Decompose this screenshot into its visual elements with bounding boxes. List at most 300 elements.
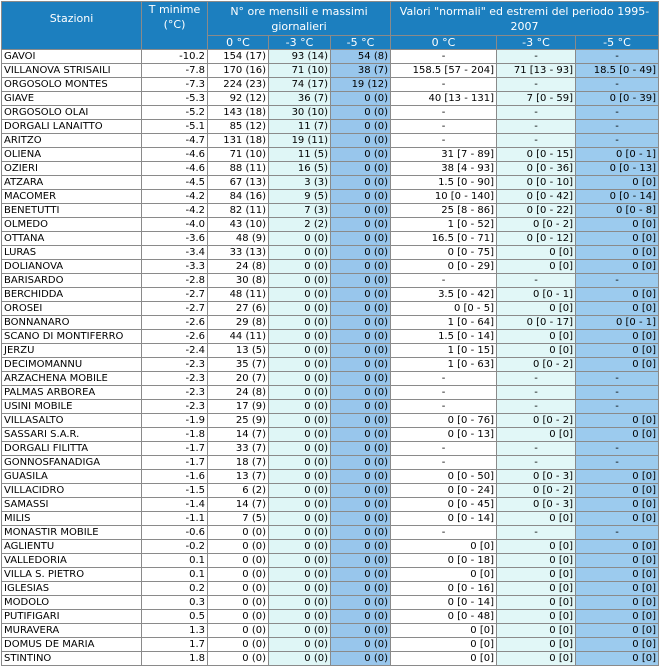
hours-0c: 43 (10) — [208, 218, 269, 232]
tmin-value: 1.8 — [142, 652, 208, 666]
normal-minus5c: 0 [0] — [576, 428, 659, 442]
station-name: SASSARI S.A.R. — [2, 428, 142, 442]
hours-0c: 27 (6) — [208, 302, 269, 316]
hours-0c: 85 (12) — [208, 120, 269, 134]
hours-minus3c: 0 (0) — [269, 582, 331, 596]
normal-minus3c: - — [497, 106, 576, 120]
hours-minus3c: 0 (0) — [269, 330, 331, 344]
normal-0c: 0 [0 - 16] — [391, 582, 497, 596]
hours-minus3c: 71 (10) — [269, 64, 331, 78]
table-row — [2, 498, 659, 512]
hours-minus5c: 0 (0) — [331, 568, 391, 582]
tmin-value: 0.5 — [142, 610, 208, 624]
hours-minus5c: 0 (0) — [331, 316, 391, 330]
normal-minus3c: 0 [0 - 42] — [497, 190, 576, 204]
station-name: PUTIFIGARI — [2, 610, 142, 624]
hours-minus5c: 0 (0) — [331, 204, 391, 218]
station-name: MODOLO — [2, 596, 142, 610]
station-name: VILLANOVA STRISAILI — [2, 64, 142, 78]
station-name: DOLIANOVA — [2, 260, 142, 274]
table-row — [2, 358, 659, 372]
normal-0c: - — [391, 134, 497, 148]
normal-0c: 0 [0 - 14] — [391, 512, 497, 526]
header-tmin — [142, 2, 208, 50]
hours-minus5c: 0 (0) — [331, 176, 391, 190]
hours-minus5c: 0 (0) — [331, 498, 391, 512]
tmin-value: -5.2 — [142, 106, 208, 120]
header-hours-label: N° ore mensili e massimi giornalieri — [230, 4, 368, 33]
hours-minus5c: 0 (0) — [331, 526, 391, 540]
table-row — [2, 470, 659, 484]
normal-0c: - — [391, 386, 497, 400]
normal-0c: - — [391, 106, 497, 120]
hours-minus5c: 0 (0) — [331, 540, 391, 554]
hours-0c: 13 (7) — [208, 470, 269, 484]
normal-0c: 0 [0 - 18] — [391, 554, 497, 568]
normal-0c: - — [391, 78, 497, 92]
tmin-value: -4.2 — [142, 190, 208, 204]
hours-minus5c: 0 (0) — [331, 582, 391, 596]
normal-minus3c: - — [497, 386, 576, 400]
tmin-value: -2.3 — [142, 400, 208, 414]
normal-minus3c: - — [497, 78, 576, 92]
hours-0c: 0 (0) — [208, 638, 269, 652]
tmin-value: -1.4 — [142, 498, 208, 512]
normal-minus5c: 0 [0] — [576, 596, 659, 610]
tmin-value: -7.8 — [142, 64, 208, 78]
tmin-value: -2.3 — [142, 386, 208, 400]
normal-minus3c: 0 [0] — [497, 624, 576, 638]
table-row — [2, 344, 659, 358]
hours-minus5c: 0 (0) — [331, 288, 391, 302]
station-name: PALMAS ARBOREA — [2, 386, 142, 400]
hours-0c: 131 (18) — [208, 134, 269, 148]
normal-minus3c: 0 [0 - 1] — [497, 288, 576, 302]
normal-minus3c: 0 [0] — [497, 344, 576, 358]
hours-minus5c: 0 (0) — [331, 400, 391, 414]
hours-minus3c: 0 (0) — [269, 274, 331, 288]
normal-0c: - — [391, 442, 497, 456]
hours-minus5c: 0 (0) — [331, 638, 391, 652]
hours-minus3c: 0 (0) — [269, 498, 331, 512]
normal-minus5c: 18.5 [0 - 49] — [576, 64, 659, 78]
tmin-value: -2.3 — [142, 372, 208, 386]
normal-minus5c: - — [576, 106, 659, 120]
normal-minus3c: 0 [0 - 36] — [497, 162, 576, 176]
header-hours-title — [208, 2, 391, 36]
hours-0c: 82 (11) — [208, 204, 269, 218]
normal-minus3c: 0 [0] — [497, 582, 576, 596]
normal-minus5c: - — [576, 274, 659, 288]
frost-hours-table — [1, 1, 659, 666]
table-row — [2, 428, 659, 442]
hours-minus3c: 0 (0) — [269, 428, 331, 442]
tmin-value: 0.2 — [142, 582, 208, 596]
hours-minus3c: 0 (0) — [269, 288, 331, 302]
hours-minus5c: 0 (0) — [331, 610, 391, 624]
hours-0c: 7 (5) — [208, 512, 269, 526]
normal-minus5c: - — [576, 400, 659, 414]
hours-minus5c: 0 (0) — [331, 428, 391, 442]
normal-0c: 0 [0] — [391, 568, 497, 582]
tmin-value: -4.6 — [142, 148, 208, 162]
table-row — [2, 372, 659, 386]
hours-minus3c: 0 (0) — [269, 554, 331, 568]
normal-0c: - — [391, 274, 497, 288]
normal-0c: 0 [0 - 48] — [391, 610, 497, 624]
hours-minus3c: 0 (0) — [269, 638, 331, 652]
hours-minus5c: 0 (0) — [331, 554, 391, 568]
hours-0c: 20 (7) — [208, 372, 269, 386]
hours-0c: 0 (0) — [208, 582, 269, 596]
header-normal-sub-m5: -5 °C — [576, 36, 659, 50]
normal-minus5c: 0 [0 - 13] — [576, 162, 659, 176]
hours-minus3c: 36 (7) — [269, 92, 331, 106]
header-normal-sub-m3: -3 °C — [497, 36, 576, 50]
hours-minus3c: 16 (5) — [269, 162, 331, 176]
hours-minus3c: 0 (0) — [269, 372, 331, 386]
hours-minus5c: 19 (12) — [331, 78, 391, 92]
normal-minus3c: 0 [0 - 3] — [497, 470, 576, 484]
normal-minus5c: - — [576, 50, 659, 64]
normal-0c: 40 [13 - 131] — [391, 92, 497, 106]
tmin-value: -1.7 — [142, 442, 208, 456]
hours-minus3c: 0 (0) — [269, 484, 331, 498]
hours-minus3c: 3 (3) — [269, 176, 331, 190]
tmin-value: -2.4 — [142, 344, 208, 358]
header-normal-sub-0: 0 °C — [391, 36, 497, 50]
hours-0c: 143 (18) — [208, 106, 269, 120]
hours-0c: 24 (8) — [208, 386, 269, 400]
table-row — [2, 554, 659, 568]
tmin-value: -1.5 — [142, 484, 208, 498]
normal-0c: 0 [0] — [391, 540, 497, 554]
normal-minus3c: 0 [0 - 22] — [497, 204, 576, 218]
hours-minus5c: 0 (0) — [331, 260, 391, 274]
hours-minus3c: 0 (0) — [269, 624, 331, 638]
hours-minus5c: 0 (0) — [331, 442, 391, 456]
station-name: GUASILA — [2, 470, 142, 484]
hours-minus3c: 74 (17) — [269, 78, 331, 92]
hours-minus3c: 0 (0) — [269, 568, 331, 582]
normal-minus5c: 0 [0] — [576, 610, 659, 624]
table-row — [2, 386, 659, 400]
tmin-value: -2.6 — [142, 316, 208, 330]
hours-0c: 33 (7) — [208, 442, 269, 456]
normal-0c: 1.5 [0 - 90] — [391, 176, 497, 190]
normal-minus3c: - — [497, 134, 576, 148]
table-row — [2, 162, 659, 176]
normal-minus5c: 0 [0] — [576, 512, 659, 526]
hours-0c: 0 (0) — [208, 652, 269, 666]
normal-minus5c: 0 [0] — [576, 344, 659, 358]
normal-minus5c: - — [576, 372, 659, 386]
table-row — [2, 204, 659, 218]
table-row — [2, 624, 659, 638]
normal-minus5c: - — [576, 442, 659, 456]
normal-minus5c: - — [576, 386, 659, 400]
hours-minus5c: 0 (0) — [331, 190, 391, 204]
hours-minus3c: 0 (0) — [269, 302, 331, 316]
hours-minus5c: 0 (0) — [331, 232, 391, 246]
normal-minus3c: 0 [0 - 17] — [497, 316, 576, 330]
table-row — [2, 484, 659, 498]
hours-minus3c: 11 (7) — [269, 120, 331, 134]
hours-0c: 30 (8) — [208, 274, 269, 288]
normal-minus5c: 0 [0] — [576, 470, 659, 484]
normal-minus5c: 0 [0 - 1] — [576, 148, 659, 162]
tmin-value: -1.8 — [142, 428, 208, 442]
hours-0c: 92 (12) — [208, 92, 269, 106]
normal-minus3c: 0 [0 - 15] — [497, 148, 576, 162]
hours-0c: 29 (8) — [208, 316, 269, 330]
normal-minus5c: 0 [0] — [576, 246, 659, 260]
station-name: OTTANA — [2, 232, 142, 246]
normal-minus3c: - — [497, 372, 576, 386]
hours-0c: 0 (0) — [208, 610, 269, 624]
tmin-value: -4.7 — [142, 134, 208, 148]
station-name: SCANO DI MONTIFERRO — [2, 330, 142, 344]
station-name: STINTINO — [2, 652, 142, 666]
hours-0c: 6 (2) — [208, 484, 269, 498]
tmin-value: -2.3 — [142, 358, 208, 372]
tmin-value: -7.3 — [142, 78, 208, 92]
tmin-value: -2.7 — [142, 302, 208, 316]
table-row — [2, 176, 659, 190]
hours-minus3c: 0 (0) — [269, 260, 331, 274]
normal-minus5c: 0 [0] — [576, 624, 659, 638]
normal-0c: 3.5 [0 - 42] — [391, 288, 497, 302]
normal-0c: 0 [0] — [391, 652, 497, 666]
table-row — [2, 526, 659, 540]
table-row — [2, 190, 659, 204]
normal-0c: 0 [0 - 29] — [391, 260, 497, 274]
hours-minus3c: 7 (3) — [269, 204, 331, 218]
normal-0c: 1 [0 - 15] — [391, 344, 497, 358]
header-sub-m3: -3 °C — [269, 36, 331, 50]
normal-0c: 16.5 [0 - 71] — [391, 232, 497, 246]
table-row — [2, 610, 659, 624]
hours-0c: 35 (7) — [208, 358, 269, 372]
hours-minus3c: 30 (10) — [269, 106, 331, 120]
normal-minus3c: 71 [13 - 93] — [497, 64, 576, 78]
normal-minus5c: 0 [0] — [576, 232, 659, 246]
table-row — [2, 232, 659, 246]
table-row — [2, 582, 659, 596]
station-name: VALLEDORIA — [2, 554, 142, 568]
tmin-value: -3.6 — [142, 232, 208, 246]
table-row — [2, 50, 659, 64]
hours-0c: 13 (5) — [208, 344, 269, 358]
hours-minus5c: 0 (0) — [331, 344, 391, 358]
normal-minus5c: - — [576, 134, 659, 148]
station-name: MONASTIR MOBILE — [2, 526, 142, 540]
hours-0c: 17 (9) — [208, 400, 269, 414]
table-row — [2, 78, 659, 92]
table-body — [2, 50, 659, 666]
normal-0c: 0 [0 - 24] — [391, 484, 497, 498]
hours-0c: 48 (11) — [208, 288, 269, 302]
tmin-value: -2.6 — [142, 330, 208, 344]
tmin-value: -0.6 — [142, 526, 208, 540]
hours-minus5c: 0 (0) — [331, 92, 391, 106]
tmin-value: -5.3 — [142, 92, 208, 106]
normal-minus5c: 0 [0 - 1] — [576, 316, 659, 330]
hours-minus3c: 0 (0) — [269, 526, 331, 540]
station-name: VILLA S. PIETRO — [2, 568, 142, 582]
normal-minus3c: 7 [0 - 59] — [497, 92, 576, 106]
normal-minus3c: - — [497, 400, 576, 414]
normal-minus3c: - — [497, 456, 576, 470]
normal-minus5c: - — [576, 526, 659, 540]
normal-minus5c: 0 [0 - 14] — [576, 190, 659, 204]
hours-minus5c: 0 (0) — [331, 134, 391, 148]
normal-minus3c: 0 [0 - 2] — [497, 414, 576, 428]
hours-0c: 14 (7) — [208, 428, 269, 442]
normal-minus5c: 0 [0] — [576, 288, 659, 302]
normal-0c: 31 [7 - 89] — [391, 148, 497, 162]
hours-minus5c: 0 (0) — [331, 624, 391, 638]
station-name: GAVOI — [2, 50, 142, 64]
normal-0c: 0 [0 - 14] — [391, 596, 497, 610]
hours-minus3c: 0 (0) — [269, 512, 331, 526]
normal-minus5c: - — [576, 78, 659, 92]
hours-0c: 14 (7) — [208, 498, 269, 512]
hours-minus5c: 0 (0) — [331, 456, 391, 470]
normal-minus3c: 0 [0 - 2] — [497, 358, 576, 372]
normal-minus5c: 0 [0] — [576, 568, 659, 582]
normal-minus5c: - — [576, 120, 659, 134]
normal-minus3c: 0 [0] — [497, 652, 576, 666]
table-row — [2, 442, 659, 456]
normal-minus5c: 0 [0] — [576, 260, 659, 274]
table-row — [2, 218, 659, 232]
normal-0c: 0 [0] — [391, 624, 497, 638]
hours-minus5c: 0 (0) — [331, 302, 391, 316]
hours-minus5c: 0 (0) — [331, 246, 391, 260]
normal-minus3c: 0 [0] — [497, 512, 576, 526]
normal-minus5c: 0 [0] — [576, 176, 659, 190]
normal-minus3c: 0 [0] — [497, 596, 576, 610]
station-name: ATZARA — [2, 176, 142, 190]
table-row — [2, 274, 659, 288]
normal-0c: 0 [0 - 45] — [391, 498, 497, 512]
header-sub-0: 0 °C — [208, 36, 269, 50]
table-header — [2, 2, 659, 50]
station-name: JERZU — [2, 344, 142, 358]
table-row — [2, 92, 659, 106]
hours-0c: 84 (16) — [208, 190, 269, 204]
normal-0c: 0 [0 - 50] — [391, 470, 497, 484]
table-row — [2, 456, 659, 470]
table-row — [2, 64, 659, 78]
station-name: OROSEI — [2, 302, 142, 316]
tmin-value: -4.5 — [142, 176, 208, 190]
normal-minus5c: - — [576, 456, 659, 470]
station-name: BARISARDO — [2, 274, 142, 288]
hours-minus3c: 0 (0) — [269, 610, 331, 624]
normal-minus5c: 0 [0] — [576, 652, 659, 666]
header-stations — [2, 2, 142, 50]
normal-minus3c: - — [497, 442, 576, 456]
normal-minus3c: - — [497, 50, 576, 64]
normal-0c: 158.5 [57 - 204] — [391, 64, 497, 78]
hours-minus3c: 0 (0) — [269, 456, 331, 470]
hours-0c: 25 (9) — [208, 414, 269, 428]
hours-minus3c: 0 (0) — [269, 344, 331, 358]
header-sub-m5: -5 °C — [331, 36, 391, 50]
header-normals-label: Valori "normali" ed estremi del periodo 1995-2007 — [399, 4, 650, 33]
hours-minus3c: 0 (0) — [269, 232, 331, 246]
tmin-value: -1.1 — [142, 512, 208, 526]
normal-0c: 1 [0 - 63] — [391, 358, 497, 372]
station-name: MURAVERA — [2, 624, 142, 638]
hours-minus5c: 0 (0) — [331, 652, 391, 666]
table-row — [2, 106, 659, 120]
hours-minus5c: 0 (0) — [331, 414, 391, 428]
hours-minus3c: 0 (0) — [269, 386, 331, 400]
hours-minus5c: 0 (0) — [331, 372, 391, 386]
normal-minus5c: 0 [0] — [576, 582, 659, 596]
station-name: DORGALI LANAITTO — [2, 120, 142, 134]
normal-0c: 25 [8 - 86] — [391, 204, 497, 218]
hours-minus5c: 0 (0) — [331, 512, 391, 526]
tmin-value: 0.1 — [142, 568, 208, 582]
station-name: GIAVE — [2, 92, 142, 106]
station-name: ARZACHENA MOBILE — [2, 372, 142, 386]
hours-minus3c: 0 (0) — [269, 414, 331, 428]
normal-0c: - — [391, 400, 497, 414]
hours-minus5c: 0 (0) — [331, 470, 391, 484]
normal-minus3c: 0 [0] — [497, 302, 576, 316]
station-name: VILLASALTO — [2, 414, 142, 428]
station-name: BONNANARO — [2, 316, 142, 330]
normal-minus3c: 0 [0] — [497, 260, 576, 274]
table-row — [2, 638, 659, 652]
normal-minus3c: 0 [0 - 2] — [497, 484, 576, 498]
station-name: ARITZO — [2, 134, 142, 148]
normal-minus3c: 0 [0] — [497, 554, 576, 568]
hours-0c: 33 (13) — [208, 246, 269, 260]
hours-0c: 224 (23) — [208, 78, 269, 92]
station-name: IGLESIAS — [2, 582, 142, 596]
normal-minus5c: 0 [0] — [576, 218, 659, 232]
normal-minus5c: 0 [0] — [576, 554, 659, 568]
hours-0c: 0 (0) — [208, 596, 269, 610]
tmin-value: 0.1 — [142, 554, 208, 568]
normal-minus3c: - — [497, 526, 576, 540]
station-name: OLMEDO — [2, 218, 142, 232]
tmin-value: -0.2 — [142, 540, 208, 554]
tmin-value: -1.7 — [142, 456, 208, 470]
hours-minus5c: 0 (0) — [331, 386, 391, 400]
tmin-value: -4.2 — [142, 204, 208, 218]
normal-minus3c: 0 [0] — [497, 330, 576, 344]
station-name: DECIMOMANNU — [2, 358, 142, 372]
hours-0c: 0 (0) — [208, 540, 269, 554]
hours-minus3c: 0 (0) — [269, 358, 331, 372]
hours-minus3c: 9 (5) — [269, 190, 331, 204]
table-row — [2, 246, 659, 260]
hours-0c: 71 (10) — [208, 148, 269, 162]
hours-0c: 170 (16) — [208, 64, 269, 78]
station-name: ORGOSOLO OLAI — [2, 106, 142, 120]
normal-0c: 1 [0 - 52] — [391, 218, 497, 232]
header-tmin-line2: (°C) — [163, 18, 186, 31]
hours-minus5c: 38 (7) — [331, 64, 391, 78]
table-row — [2, 400, 659, 414]
normal-0c: - — [391, 120, 497, 134]
